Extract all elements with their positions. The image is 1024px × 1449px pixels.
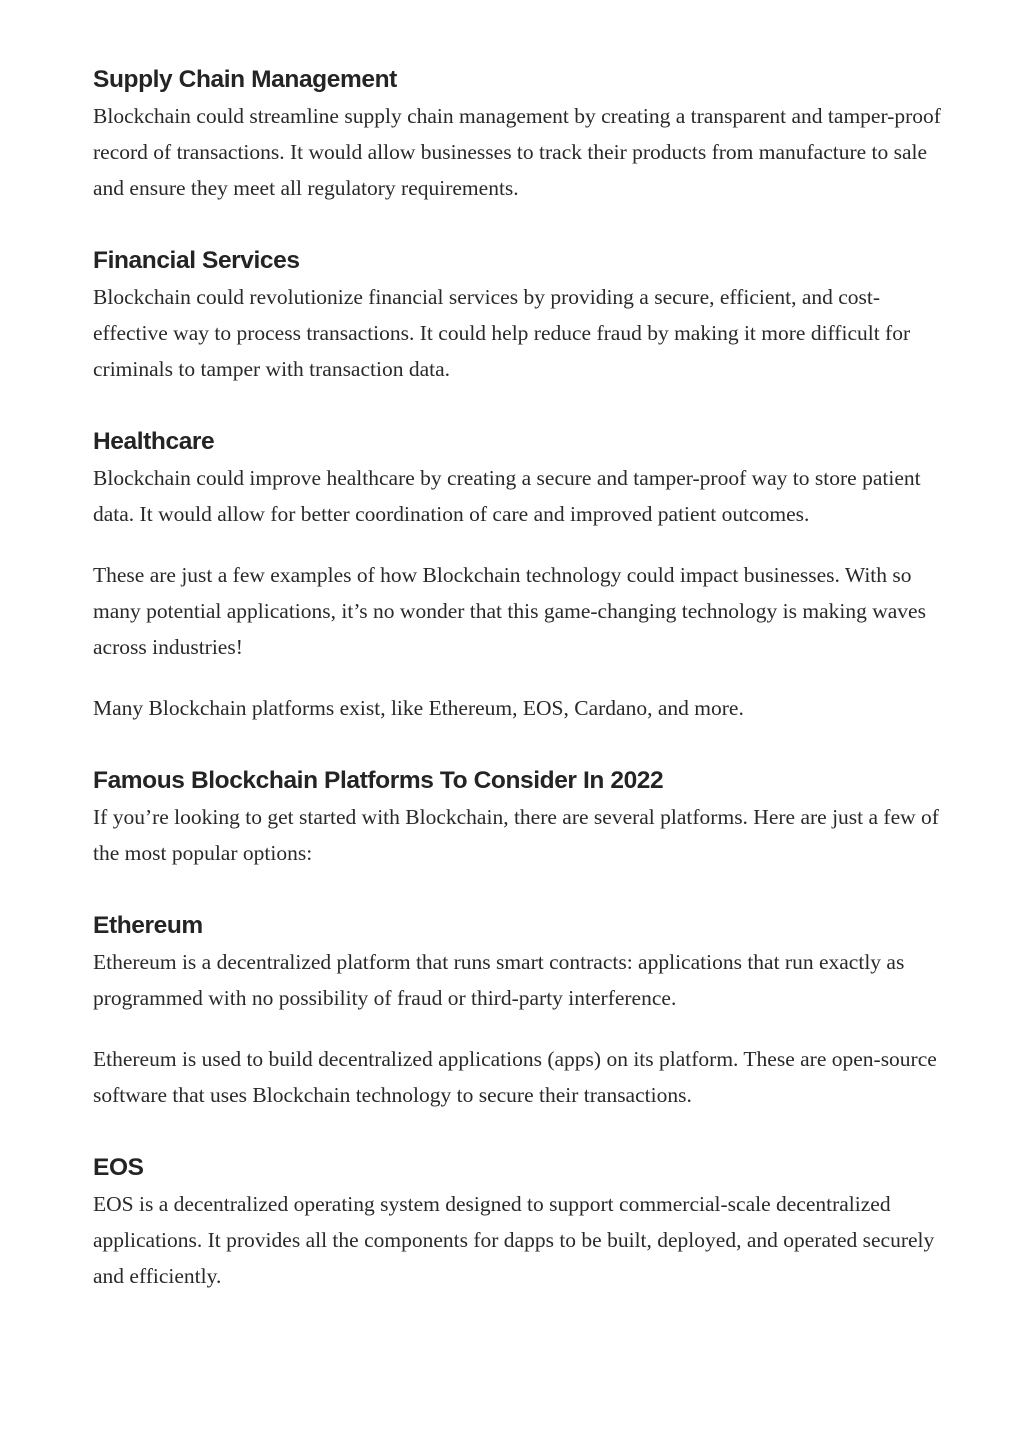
paragraph: Many Blockchain platforms exist, like Ethereum, EOS, Cardano, and more. (93, 696, 744, 720)
paragraph: Blockchain could streamline supply chain management by creating a transparent and tamper-proof record of transactions. It would allow businesses to track their products from manufacture to sale and ensure they meet all regulatory requirements. (93, 104, 941, 200)
section-eos (93, 1150, 953, 1294)
paragraph: EOS is a decentralized operating system designed to support commercial-scale decentralized applications. It provides all the components for dapps to be built, deployed, and operated securely and efficiently. (93, 1192, 935, 1288)
section-heading: Financial Services (93, 247, 300, 274)
paragraph: Blockchain could improve healthcare by creating a secure and tamper-proof way to store patient data. It would allow for better coordination of care and improved patient outcomes. (93, 466, 921, 526)
section-supply-chain (93, 62, 953, 206)
section-financial-services (93, 243, 953, 387)
paragraph: Ethereum is used to build decentralized applications (apps) on its platform. These are open-source software that uses Blockchain technology to secure their transactions. (93, 1047, 937, 1107)
section-heading: Supply Chain Management (93, 66, 397, 93)
section-healthcare (93, 424, 953, 726)
article-body (93, 62, 953, 1294)
section-heading: Healthcare (93, 428, 215, 455)
paragraph: These are just a few examples of how Blockchain technology could impact businesses. With so many potential applications, it’s no wonder that this game-changing technology is making waves across industries! (93, 563, 926, 659)
paragraph: Blockchain could revolutionize financial services by providing a secure, efficient, and cost-effective way to process transactions. It could help reduce fraud by making it more difficult for criminals to tamper with transaction data. (93, 285, 911, 381)
paragraph: Ethereum is a decentralized platform that runs smart contracts: applications that run exactly as programmed with no possibility of fraud or third-party interference. (93, 950, 905, 1010)
paragraph: If you’re looking to get started with Blockchain, there are several platforms. Here are just a few of the most popular options: (93, 805, 939, 865)
section-famous-platforms (93, 763, 953, 871)
section-heading: EOS (93, 1154, 144, 1181)
section-heading: Famous Blockchain Platforms To Consider In 2022 (93, 767, 664, 794)
section-heading: Ethereum (93, 912, 203, 939)
section-ethereum (93, 908, 953, 1113)
